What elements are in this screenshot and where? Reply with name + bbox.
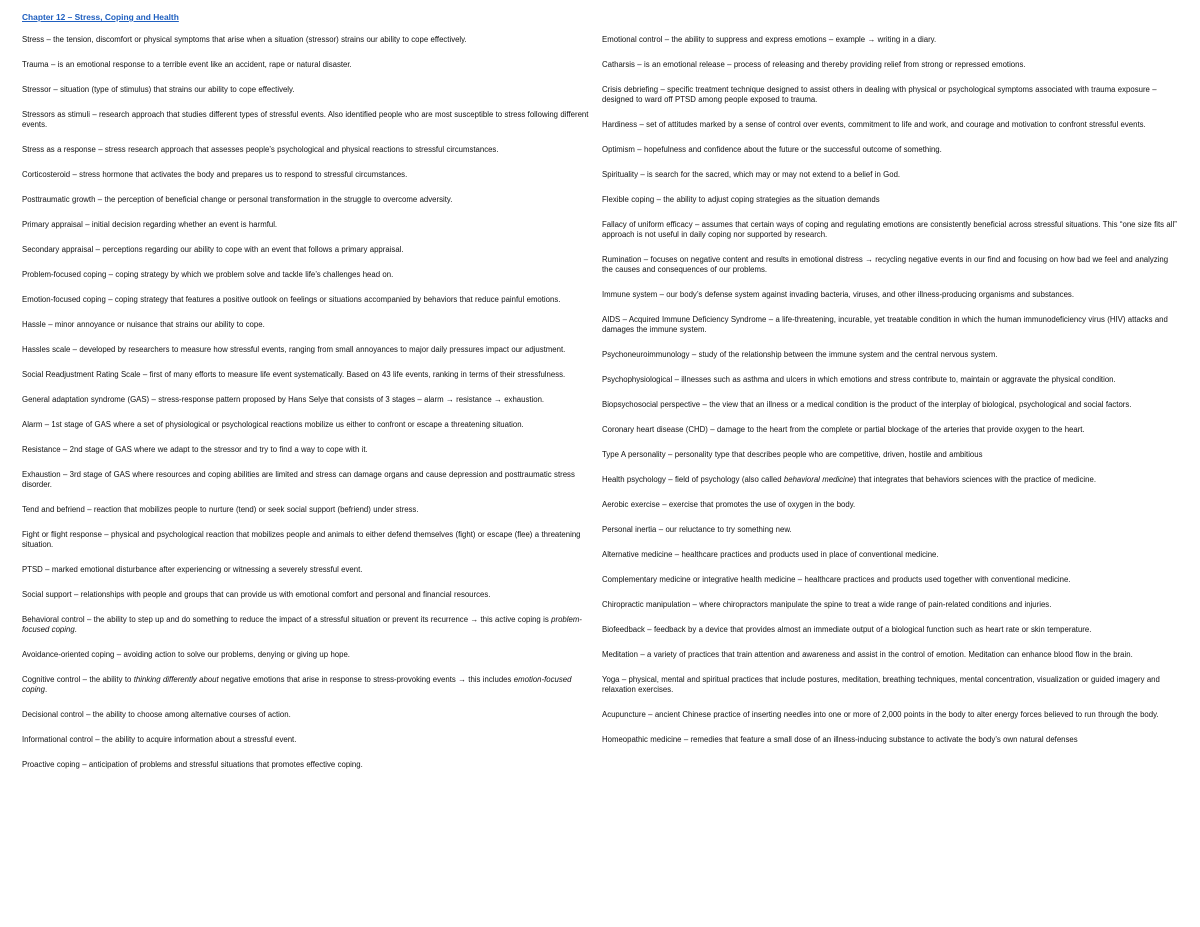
glossary-entry xyxy=(22,395,597,405)
entry-text: Stress – the tension, discomfort or physical symptoms that arise when a situation (stressor) strains our ability to cope effectively. xyxy=(22,35,467,44)
entry-emphasis: problem-focused coping xyxy=(22,615,582,634)
glossary-entry xyxy=(602,315,1180,335)
entry-text: Fight or flight response – physical and psychological reaction that mobilizes people and animals to either defend themselves (fight) or escape (flee) a threatening situation. xyxy=(22,530,581,549)
entry-text-tail: negative emotions that arise in response to stress-provoking events → this includes xyxy=(218,675,514,684)
entry-text: Social Readjustment Rating Scale – first of many efforts to measure life event systematically. Based on 43 life events, ranking in terms of their stressfulness. xyxy=(22,370,566,379)
glossary-entry xyxy=(602,400,1180,410)
entry-text: Psychophysiological – illnesses such as asthma and ulcers in which emotions and stress contribute to, maintain or aggravate the physical condition. xyxy=(602,375,1116,384)
glossary-entry xyxy=(22,320,597,330)
glossary-entry xyxy=(22,110,597,130)
entry-text: Hassles scale – developed by researchers to measure how stressful events, ranging from small annoyances to major daily pressures impact our adjustment. xyxy=(22,345,566,354)
glossary-entry xyxy=(22,85,597,95)
glossary-entry xyxy=(602,675,1180,695)
glossary-entry xyxy=(602,600,1180,610)
entry-emphasis: emotion-focused coping xyxy=(22,675,572,694)
entry-text: Cognitive control – the ability to xyxy=(22,675,134,684)
entry-emphasis: thinking differently about xyxy=(133,675,219,684)
entry-text: Type A personality – personality type that describes people who are competitive, driven, hostile and ambitious xyxy=(602,450,983,459)
glossary-entry xyxy=(22,245,597,255)
glossary-entry xyxy=(22,470,597,490)
entry-text: Catharsis – is an emotional release – process of releasing and thereby providing relief from strong or repressed emotions. xyxy=(602,60,1026,69)
right-column xyxy=(602,35,1180,760)
entry-text-tail: . xyxy=(74,625,77,634)
glossary-entry xyxy=(22,565,597,575)
glossary-entry xyxy=(602,475,1180,485)
glossary-entry xyxy=(22,615,597,635)
glossary-entry xyxy=(602,375,1180,385)
glossary-entry xyxy=(602,710,1180,720)
entry-text: Biofeedback – feedback by a device that provides almost an immediate output of a biological function such as heart rate or skin temperature. xyxy=(602,625,1092,634)
entry-text: Fallacy of uniform efficacy – assumes that certain ways of coping and regulating emotions are consistently beneficial across stressful situations. This “one size fits all” approach is not useful in daily coping nor supported by research. xyxy=(602,220,1177,239)
entry-text: Informational control – the ability to acquire information about a stressful event. xyxy=(22,735,297,744)
glossary-entry xyxy=(22,420,597,430)
glossary-entry xyxy=(22,345,597,355)
entry-text: Problem-focused coping – coping strategy by which we problem solve and tackle life’s challenges head on. xyxy=(22,270,394,279)
glossary-entry xyxy=(602,220,1180,240)
glossary-entry xyxy=(22,650,597,660)
glossary-entry xyxy=(602,120,1180,130)
entry-text: Flexible coping – the ability to adjust coping strategies as the situation demands xyxy=(602,195,880,204)
entry-text: Stressors as stimuli – research approach that studies different types of stressful events. Also identified people who are most susceptible to stress following different events. xyxy=(22,110,589,129)
entry-text: PTSD – marked emotional disturbance after experiencing or witnessing a severely stressful event. xyxy=(22,565,363,574)
entry-text: Coronary heart disease (CHD) – damage to the heart from the complete or partial blockage of the arteries that provide oxygen to the heart. xyxy=(602,425,1085,434)
glossary-entry xyxy=(22,145,597,155)
entry-text: Complementary medicine or integrative health medicine – healthcare practices and products used together with conventional medicine. xyxy=(602,575,1071,584)
glossary-entry xyxy=(22,295,597,305)
entry-text: Posttraumatic growth – the perception of beneficial change or personal transformation in the struggle to overcome adversity. xyxy=(22,195,453,204)
entry-text: Stressor – situation (type of stimulus) that strains our ability to cope effectively. xyxy=(22,85,295,94)
entry-text: Biopsychosocial perspective – the view that an illness or a medical condition is the product of the interplay of biological, psychological and social factors. xyxy=(602,400,1132,409)
glossary-entry xyxy=(602,550,1180,560)
glossary-entry xyxy=(602,35,1180,45)
glossary-entry xyxy=(22,445,597,455)
entry-text: Social support – relationships with people and groups that can provide us with emotional comfort and personal and financial resources. xyxy=(22,590,491,599)
glossary-entry xyxy=(22,505,597,515)
glossary-entry xyxy=(22,220,597,230)
entry-text: Tend and befriend – reaction that mobilizes people to nurture (tend) or seek social support (befriend) under stress. xyxy=(22,505,419,514)
entry-text: Avoidance-oriented coping – avoiding action to solve our problems, denying or giving up hope. xyxy=(22,650,350,659)
document-title[interactable]: Chapter 12 – Stress, Coping and Health xyxy=(22,12,179,22)
entry-text: Behavioral control – the ability to step up and do something to reduce the impact of a stressful situation or prevent its recurrence → this active coping is xyxy=(22,615,552,624)
entry-text: Corticosteroid – stress hormone that activates the body and prepares us to respond to stressful circumstances. xyxy=(22,170,408,179)
glossary-entry xyxy=(602,255,1180,275)
entry-text: Secondary appraisal – perceptions regarding our ability to cope with an event that follows a primary appraisal. xyxy=(22,245,404,254)
entry-text: Primary appraisal – initial decision regarding whether an event is harmful. xyxy=(22,220,278,229)
glossary-entry xyxy=(602,650,1180,660)
glossary-entry xyxy=(602,195,1180,205)
entry-text: Meditation – a variety of practices that train attention and awareness and assist in the control of emotion. Meditation can enhance blood flow in the brain. xyxy=(602,650,1133,659)
glossary-entry xyxy=(602,450,1180,460)
glossary-entry xyxy=(602,625,1180,635)
entry-text: Psychoneuroimmunology – study of the relationship between the immune system and the central nervous system. xyxy=(602,350,998,359)
entry-text: Rumination – focuses on negative content and results in emotional distress → recycling negative events in our find and focusing on how bad we feel and analyzing the causes and consequences of our problems. xyxy=(602,255,1169,274)
entry-text: Resistance – 2nd stage of GAS where we adapt to the stressor and try to find a way to cope with it. xyxy=(22,445,368,454)
glossary-entry xyxy=(602,85,1180,105)
glossary-entry xyxy=(602,425,1180,435)
entry-text: Chiropractic manipulation – where chiropractors manipulate the spine to treat a wide range of pain-related conditions and injuries. xyxy=(602,600,1052,609)
entry-text: Stress as a response – stress research approach that assesses people’s psychological and physical reactions to stressful circumstances. xyxy=(22,145,499,154)
glossary-entry xyxy=(602,350,1180,360)
entry-text: Acupuncture – ancient Chinese practice of inserting needles into one or more of 2,000 points in the body to alter energy forces believed to run through the body. xyxy=(602,710,1159,719)
glossary-entry xyxy=(602,170,1180,180)
entry-text: Exhaustion – 3rd stage of GAS where resources and coping abilities are limited and stress can damage organs and cause depression and posttraumatic stress disorder. xyxy=(22,470,575,489)
entry-text: AIDS – Acquired Immune Deficiency Syndrome – a life-threatening, incurable, yet treatable condition in which the human immunodeficiency virus (HIV) attacks and damages the immune system. xyxy=(602,315,1168,334)
glossary-entry xyxy=(22,35,597,45)
glossary-entry xyxy=(602,525,1180,535)
entry-text: Hassle – minor annoyance or nuisance that strains our ability to cope. xyxy=(22,320,265,329)
entry-text: Emotional control – the ability to suppress and express emotions – example → writing in a diary. xyxy=(602,35,937,44)
entry-text: General adaptation syndrome (GAS) – stress-response pattern proposed by Hans Selye that consists of 3 stages – alarm → resistance → exhaustion. xyxy=(22,395,545,404)
glossary-entry xyxy=(22,760,597,770)
entry-text: Yoga – physical, mental and spiritual practices that include postures, meditation, breathing techniques, mental concentration, visualization or guided imagery and relaxation exercises. xyxy=(602,675,1160,694)
entry-text: Optimism – hopefulness and confidence about the future or the successful outcome of something. xyxy=(602,145,942,154)
entry-text: Trauma – is an emotional response to a terrible event like an accident, rape or natural disaster. xyxy=(22,60,352,69)
glossary-entry xyxy=(22,675,597,695)
entry-text-tail: . xyxy=(44,685,48,694)
glossary-entry xyxy=(602,60,1180,70)
glossary-entry xyxy=(602,735,1180,745)
glossary-entry xyxy=(602,500,1180,510)
entry-text: Crisis debriefing – specific treatment technique designed to assist others in dealing with physical or psychological symptoms associated with trauma exposure – designed to ward off PTSD among people exposed to trauma. xyxy=(602,85,1157,104)
glossary-entry xyxy=(22,710,597,720)
entry-text: Homeopathic medicine – remedies that feature a small dose of an illness-inducing substance to activate the body’s own natural defenses xyxy=(602,735,1078,744)
entry-text: Proactive coping – anticipation of problems and stressful situations that promotes effective coping. xyxy=(22,760,363,769)
entry-text: Emotion-focused coping – coping strategy that features a positive outlook on feelings or situations accompanied by behaviors that reduce painful emotions. xyxy=(22,295,561,304)
entry-text: Alternative medicine – healthcare practices and products used in place of conventional medicine. xyxy=(602,550,939,559)
glossary-entry xyxy=(22,270,597,280)
entry-text: Aerobic exercise – exercise that promotes the use of oxygen in the body. xyxy=(602,500,856,509)
glossary-entry xyxy=(602,575,1180,585)
glossary-entry xyxy=(22,590,597,600)
entry-text-tail: ) that integrates that behaviors sciences with the practice of medicine. xyxy=(853,475,1096,484)
glossary-entry xyxy=(22,195,597,205)
entry-text: Health psychology – field of psychology (also called xyxy=(602,475,784,484)
entry-text: Hardiness – set of attitudes marked by a sense of control over events, commitment to life and work, and courage and motivation to confront stressful events. xyxy=(602,120,1146,129)
glossary-entry xyxy=(602,145,1180,155)
entry-text: Spirituality – is search for the sacred, which may or may not extend to a belief in God. xyxy=(602,170,901,179)
left-column xyxy=(22,35,597,785)
entry-emphasis: behavioral medicine xyxy=(783,475,854,484)
glossary-entry xyxy=(602,290,1180,300)
entry-text: Immune system – our body’s defense system against invading bacteria, viruses, and other illness-producing organisms and substances. xyxy=(602,290,1074,299)
glossary-entry xyxy=(22,60,597,70)
entry-text: Personal inertia – our reluctance to try something new. xyxy=(602,525,792,534)
glossary-entry xyxy=(22,370,597,380)
glossary-entry xyxy=(22,530,597,550)
glossary-entry xyxy=(22,735,597,745)
entry-text: Decisional control – the ability to choose among alternative courses of action. xyxy=(22,710,291,719)
glossary-entry xyxy=(22,170,597,180)
entry-text: Alarm – 1st stage of GAS where a set of physiological or psychological reactions mobilize us either to confront or escape a threatening situation. xyxy=(22,420,524,429)
